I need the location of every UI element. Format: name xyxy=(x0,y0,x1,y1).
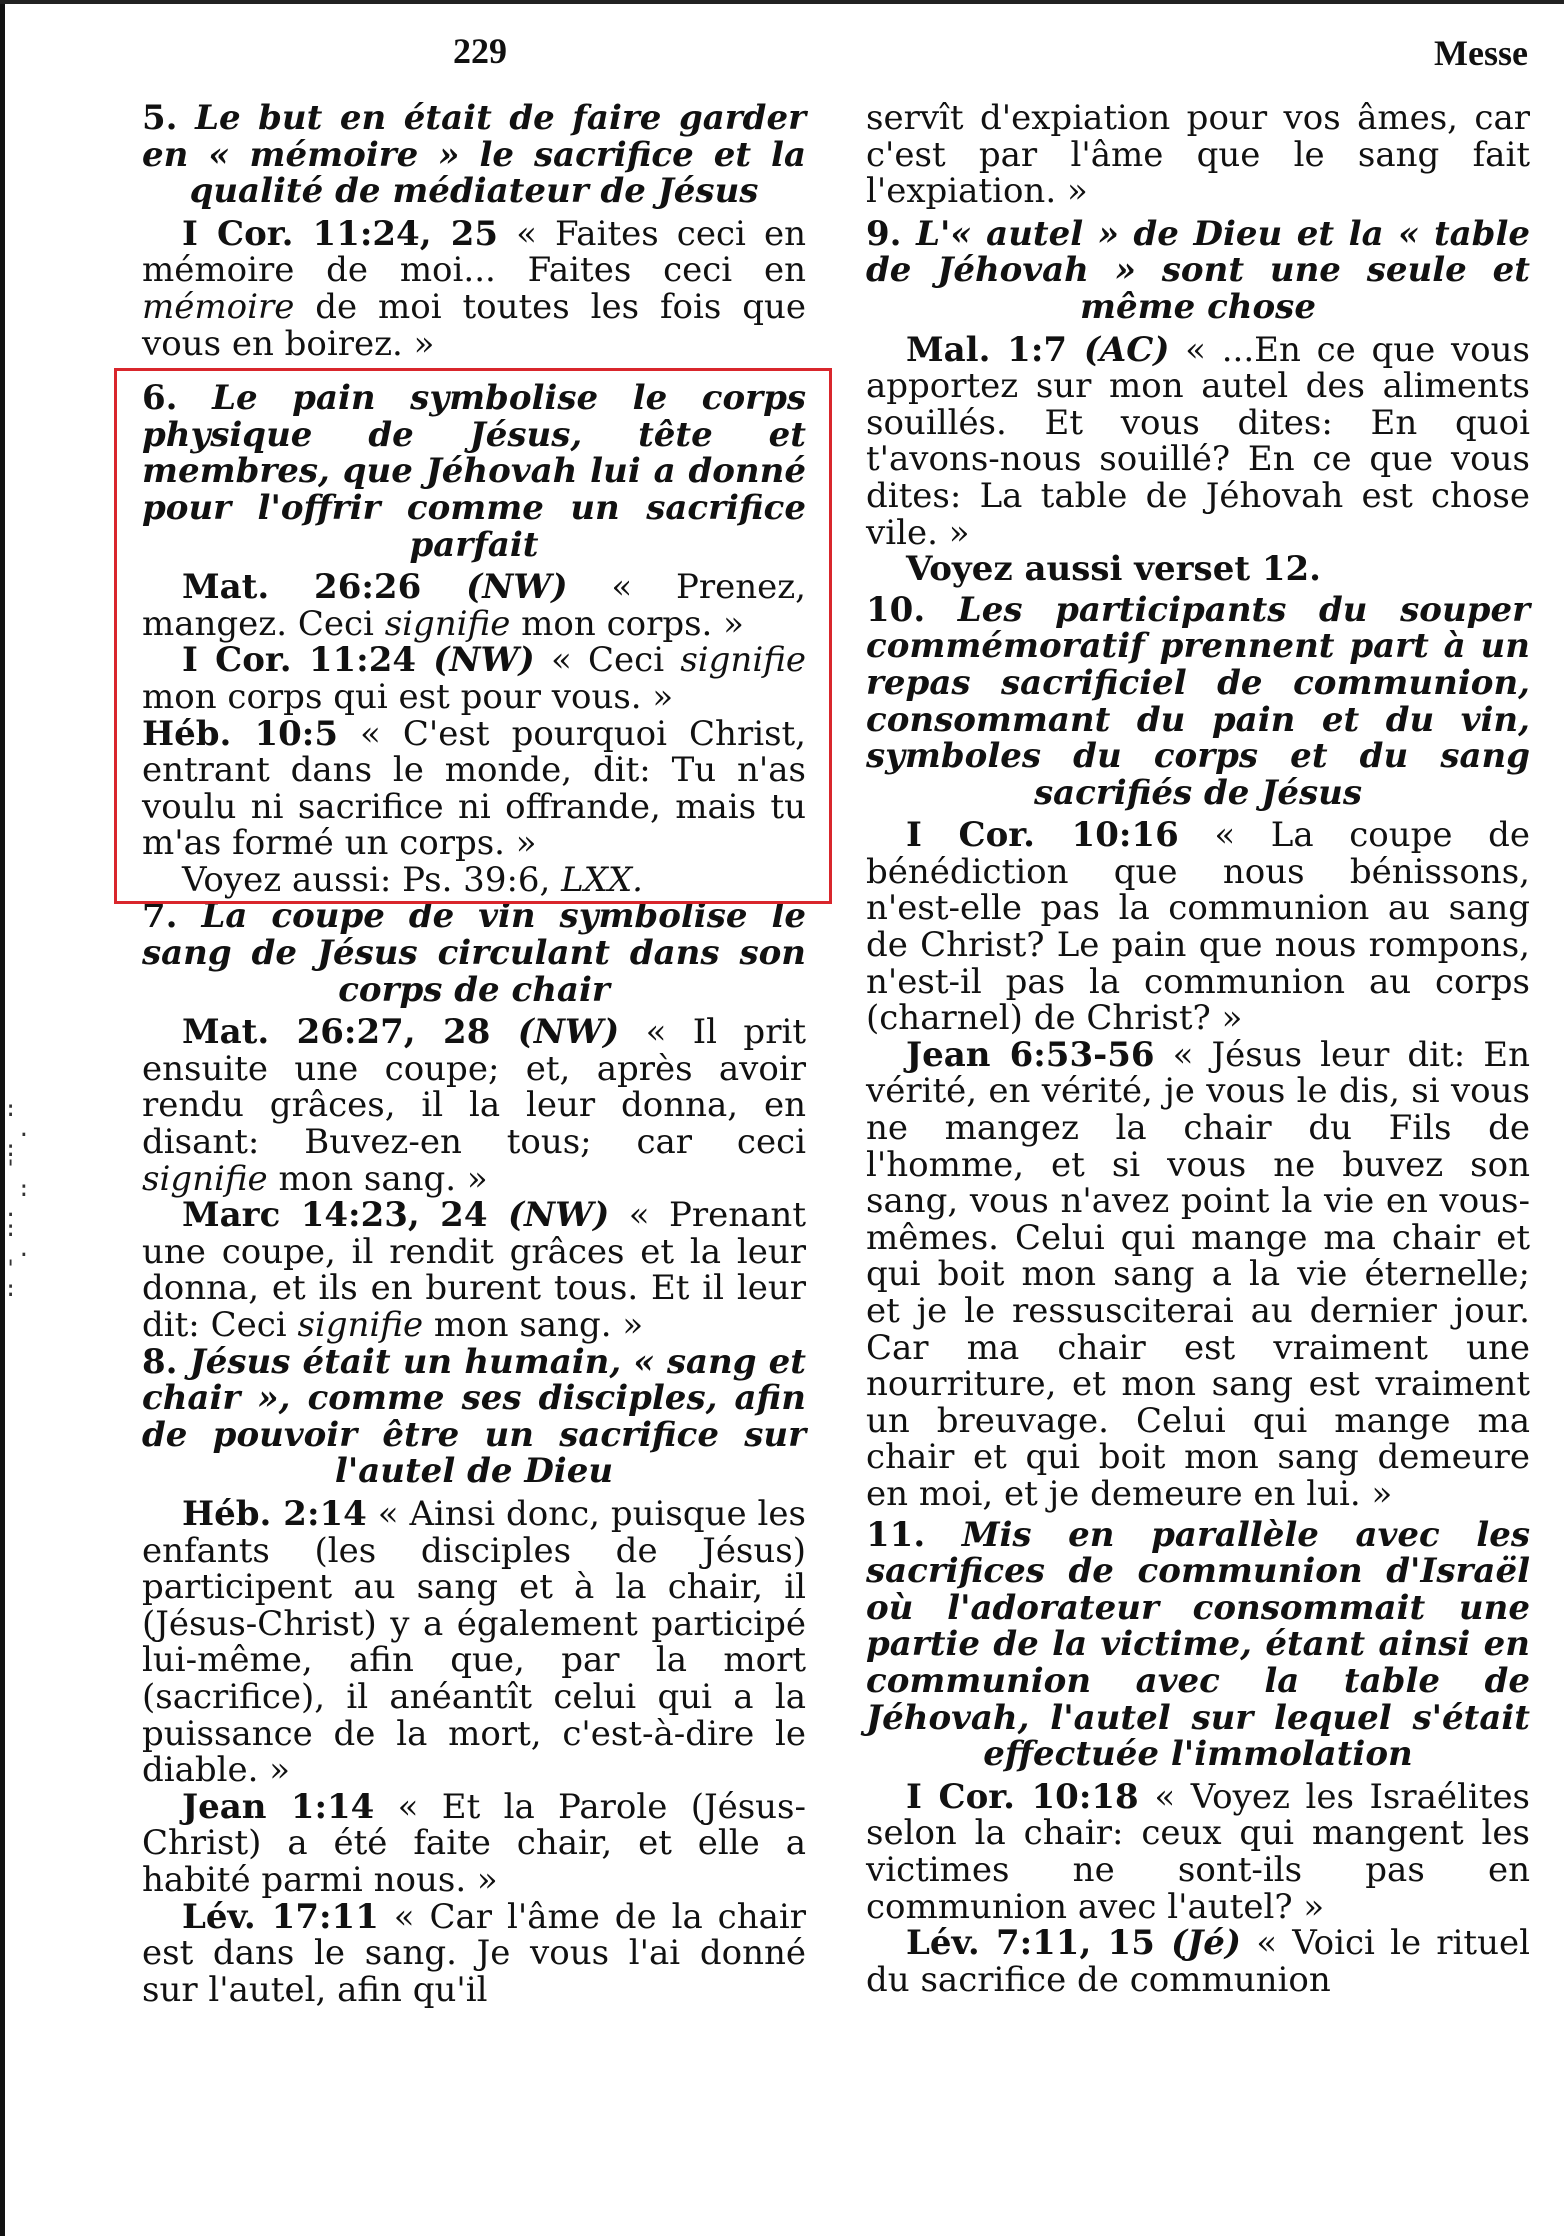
scripture-ref: Lév. 17:11 xyxy=(182,1896,379,1937)
scripture-entry: Marc 14:23, 24 (NW) « Prenant une coupe, il rendit grâces et la leur donna, et ils en burent tous. Et il leur dit: Ceci signifie mon sang. » xyxy=(142,1195,806,1345)
scripture-entry: Lév. 7:11, 15 (Jé) « Voici le rituel du sacrifice de communion xyxy=(866,1923,1530,2000)
scripture-entry: Jean 6:53-56 « Jésus leur dit: En vérité, en vérité, je vous le dis, si vous ne mangez la chair du Fils de l'homme, et si vous ne buvez son sang, vous n'avez point la vie en vous-mêmes. Celui qui mange ma chair et qui boit mon sang a la vie éternelle; et je le ressusciterai au dernier jour. Car ma chair est vraiment une nourriture, et mon sang est vraiment un breuvage. Celui qui mange ma chair et qui boit mon sang demeure en moi, et je demeure en lui. » xyxy=(866,1034,1530,1514)
running-head: Messe xyxy=(1434,33,1528,73)
scripture-ref: Héb. 2:14 xyxy=(182,1493,367,1534)
scripture-ref: I Cor. 11:24 (NW) xyxy=(182,640,535,681)
scripture-ref: I Cor. 10:18 xyxy=(906,1776,1139,1817)
section-heading-8: 8. Jésus était un humain, « sang et chair », comme ses disciples, afin de pouvoir être un sacrifice sur l'autel de Dieu xyxy=(142,1341,806,1492)
right-column xyxy=(866,100,1530,1998)
scripture-entry: Mal. 1:7 (AC) « ...En ce que vous apportez sur mon autel des aliments souillés. Et vous dites: En quoi t'avons-nous souillé? En ce que vous dites: La table de Jéhovah est chose vile. » xyxy=(866,329,1530,553)
scripture-entry: Mat. 26:26 (NW) « Prenez, mangez. Ceci signifie mon corps. » xyxy=(142,567,806,644)
left-column xyxy=(142,100,806,2008)
see-also: Voyez aussi: Ps. 39:6, LXX. xyxy=(182,859,643,900)
scan-edge-top xyxy=(0,0,1564,4)
section-heading-10: 10. Les participants du souper commémoratif prennent part à un repas sacrificiel de communion, consommant du pain et du vin, symboles du corps et du sang sacrifiés de Jésus xyxy=(866,589,1530,813)
scripture-entry: Héb. 10:5 « C'est pourquoi Christ, entrant dans le monde, dit: Tu n'as voulu ni sacrifice ni offrande, mais tu m'as formé un corps. » xyxy=(142,713,806,864)
see-also: Voyez aussi verset 12. xyxy=(906,549,1322,590)
scripture-ref: Héb. 10:5 xyxy=(142,713,338,754)
section-heading-6: 6. Le pain symbolise le corps physique de Jésus, tête et membres, que Jéhovah lui a donné pour l'offrir comme un sacrifice parfait xyxy=(142,378,807,565)
scripture-entry: I Cor. 10:18 « Voyez les Israélites selon la chair: ceux qui mangent les victimes ne sont-ils pas en communion avec l'autel? » xyxy=(866,1776,1531,1927)
scripture-entry: Jean 1:14 « Et la Parole (Jésus-Christ) a été faite chair, et elle a habité parmi nous. » xyxy=(142,1786,806,1900)
scripture-ref: Jean 1:14 xyxy=(182,1786,375,1827)
scripture-entry: Mat. 26:27, 28 (NW) « Il prit ensuite une coupe; et, après avoir rendu grâces, il la leur donna, en disant: Buvez-en tous; car ceci signifie mon sang. » xyxy=(142,1012,806,1199)
scripture-entry: I Cor. 11:24, 25 « Faites ceci en mémoire de moi... Faites ceci en mémoire de moi toutes les fois que vous en boirez. » xyxy=(142,213,806,364)
scripture-entry-continued: servît d'expiation pour vos âmes, car c'est par l'âme que le sang fait l'expiation. » xyxy=(866,98,1530,212)
scripture-entry: I Cor. 10:16 « La coupe de bénédiction que nous bénissons, n'est-elle pas la communion au sang de Christ? Le pain que nous rompons, n'est-il pas la communion au corps (charnel) de Christ? » xyxy=(866,815,1531,1039)
scripture-entry: Lév. 17:11 « Car l'âme de la chair est dans le sang. Je vous l'ai donné sur l'autel, afin qu'il xyxy=(142,1896,807,2010)
scripture-ref: Marc 14:23, 24 (NW) xyxy=(182,1195,610,1236)
margin-specks: : . : ' : . : . ' : xyxy=(4,1097,31,1302)
scripture-ref: I Cor. 11:24, 25 xyxy=(182,213,499,254)
scripture-ref: Mal. 1:7 (AC) xyxy=(906,329,1170,370)
section-heading-11: 11. Mis en parallèle avec les sacrifices de communion d'Israël où l'adorateur consommait une partie de la victime, étant ainsi en communion avec la table de Jéhovah, l'autel sur lequel s'était effectuée l'immolation xyxy=(866,1514,1530,1775)
scripture-ref: Jean 6:53-56 xyxy=(906,1034,1155,1075)
section-heading-7: 7. La coupe de vin symbolise le sang de Jésus circulant dans son corps de chair xyxy=(142,896,806,1010)
scripture-entry: Héb. 2:14 « Ainsi donc, puisque les enfants (les disciples de Jésus) participent au sang et à la chair, il (Jésus-Christ) y a également participé lui-même, afin que, par la mort (sacrifice), il anéantît celui qui a la puissance de la mort, c'est-à-dire le diable. » xyxy=(142,1493,806,1791)
scripture-ref: Lév. 7:11, 15 (Jé) xyxy=(906,1923,1241,1964)
scripture-ref: Mat. 26:27, 28 (NW) xyxy=(182,1012,620,1053)
scripture-ref: I Cor. 10:16 xyxy=(906,815,1179,856)
scripture-ref: Mat. 26:26 (NW) xyxy=(182,567,568,608)
section-heading-9: 9. L'« autel » de Dieu et la « table de Jéhovah » sont une seule et même chose xyxy=(866,213,1531,327)
scripture-entry: I Cor. 11:24 (NW) « Ceci signifie mon corps qui est pour vous. » xyxy=(142,640,807,717)
page-number: 229 xyxy=(453,31,507,71)
section-heading-5: 5. Le but en était de faire garder en « mémoire » le sacrifice et la qualité de médiateur de Jésus xyxy=(142,98,807,212)
